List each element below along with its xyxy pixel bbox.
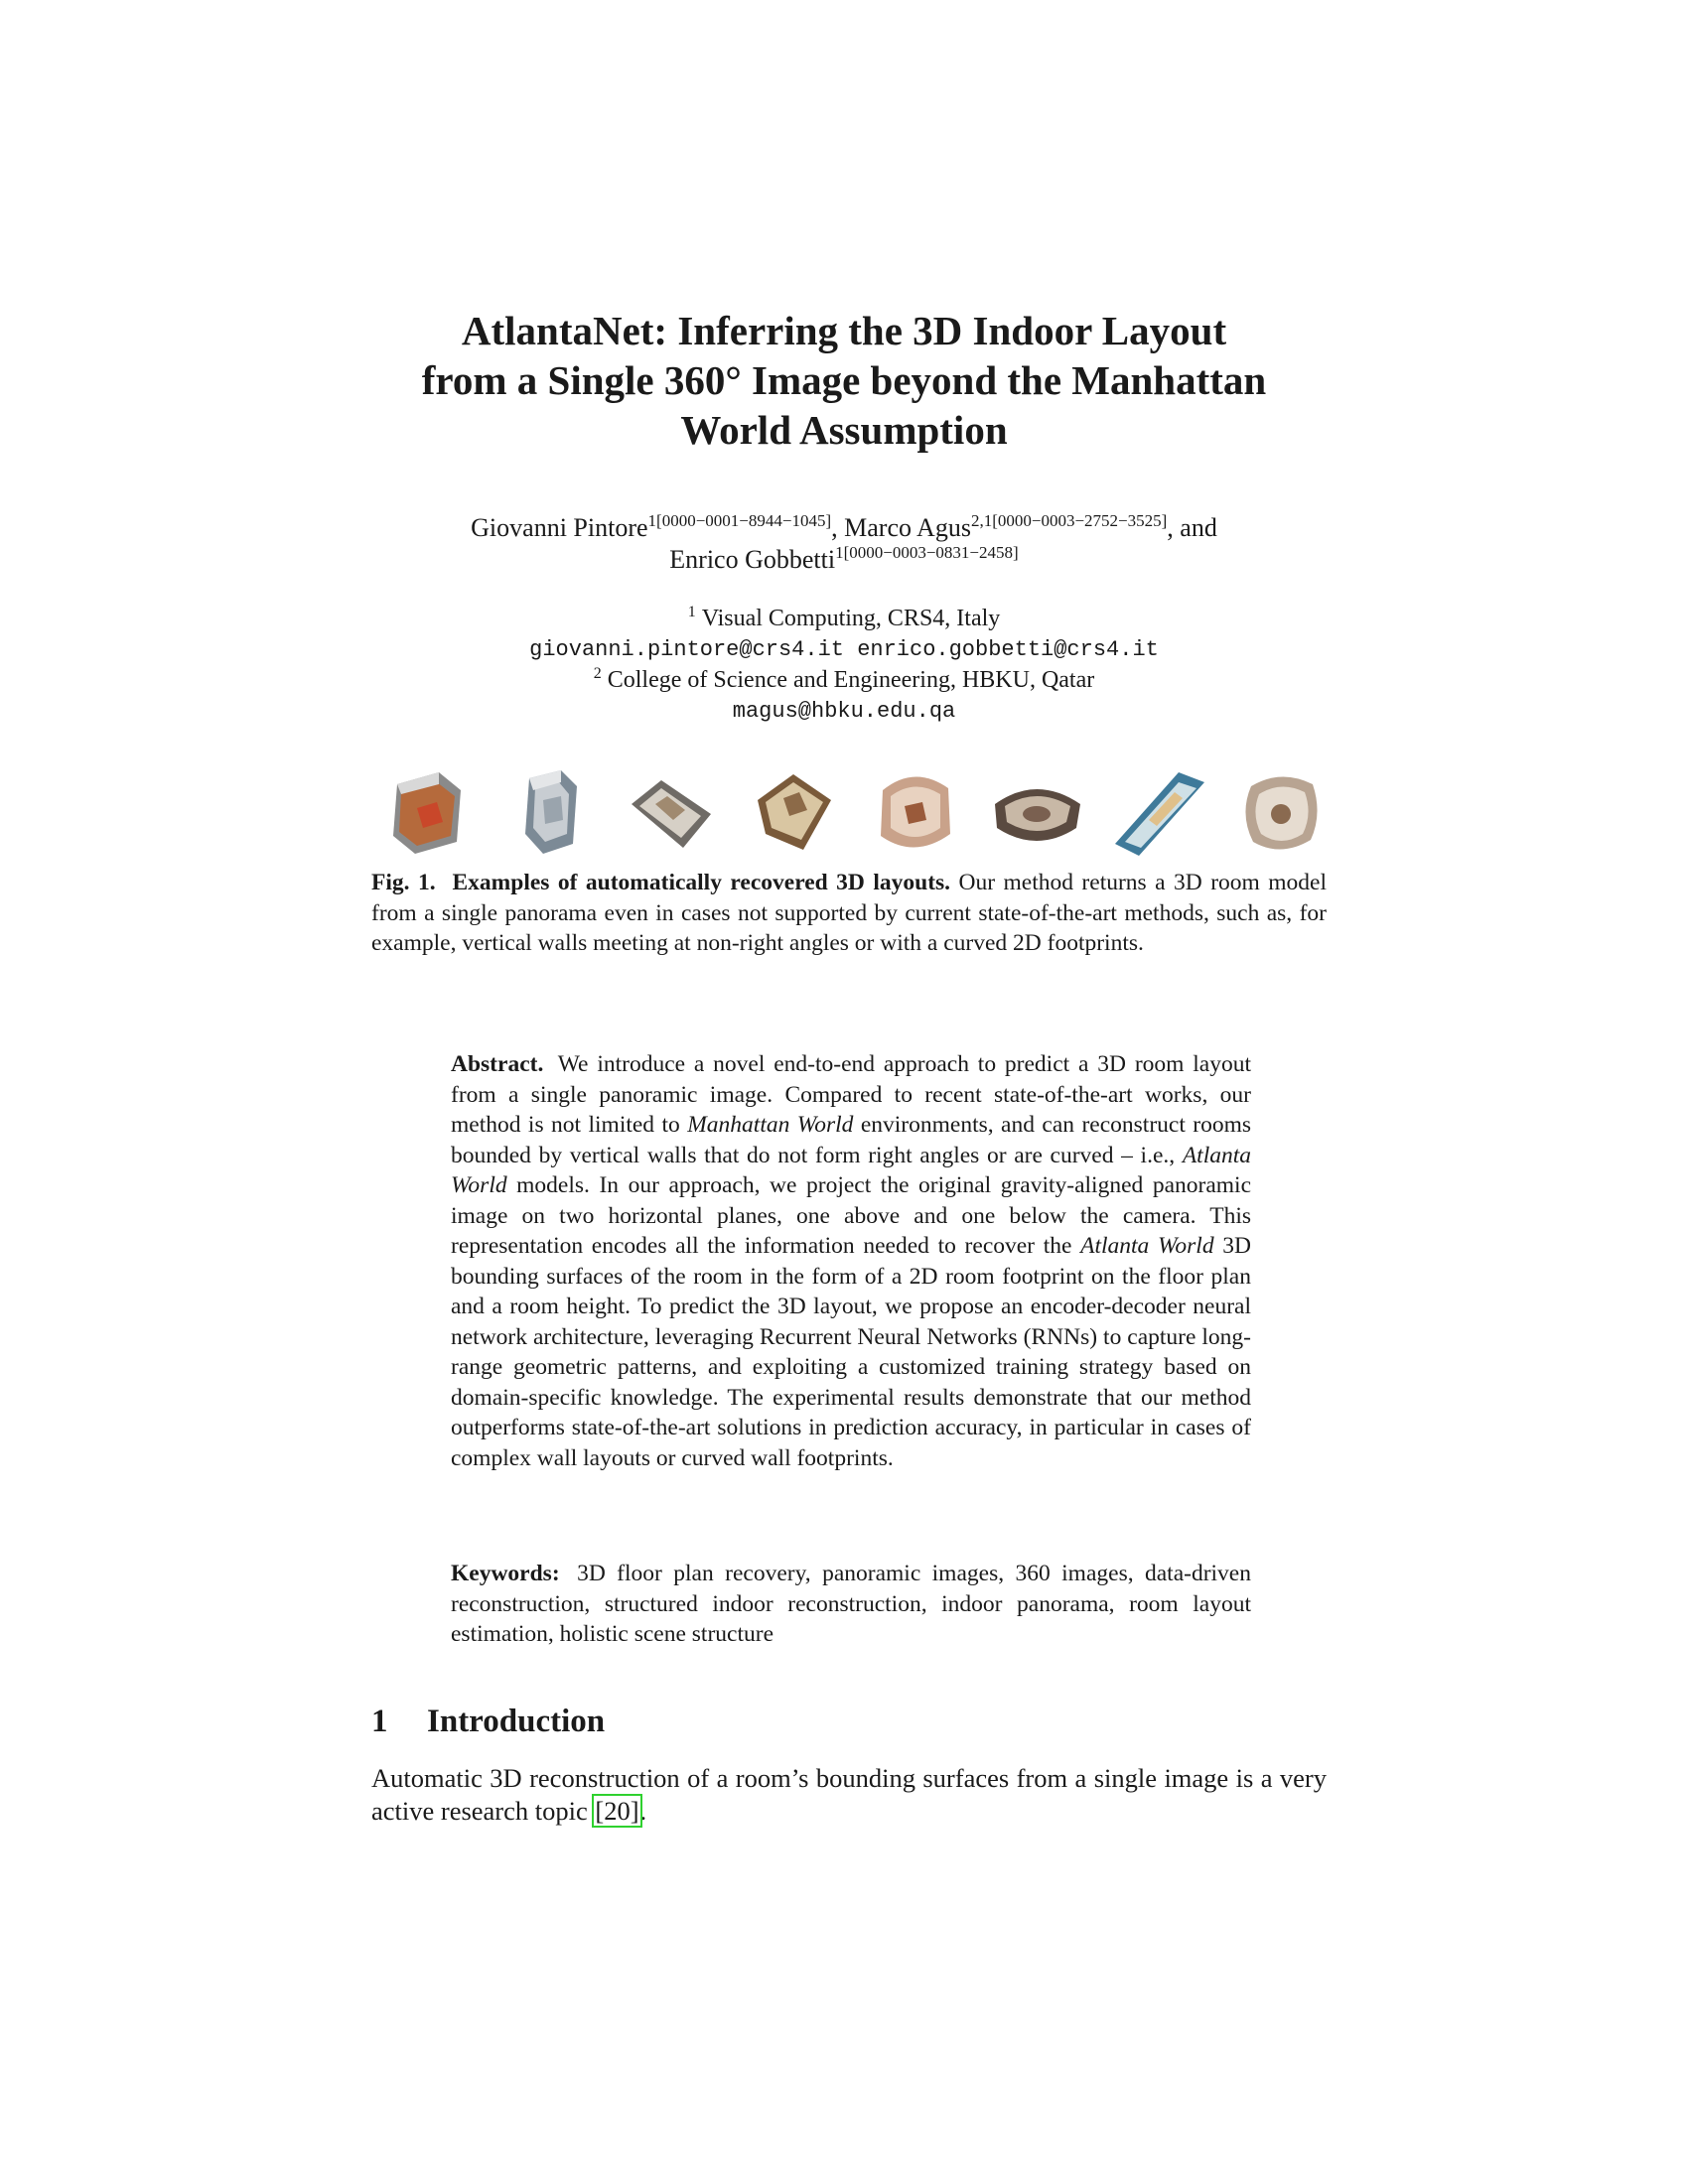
abstract — [451, 1049, 1251, 1473]
abstract-text: We introduce a novel end-to-end approach to predict a 3D room layout from a single panoramic image. Compared to recent state-of-the-art works, our method is not limited to — [451, 1051, 1251, 1138]
figure-text: Our method returns a 3D room model from a single panorama even in cases not supported by current state-of-the-art methods, such as, for example, vertical walls meeting at non-right angles or with a curved 2D footprints. — [371, 870, 1327, 956]
affiliation-name: College of Science and Engineering, HBKU, Qatar — [607, 667, 1095, 693]
room-render-5 — [865, 764, 964, 860]
author-orcid: 1[0000−0001−8944−1045] — [647, 511, 832, 530]
author-name: Marco Agus — [844, 513, 971, 542]
paper-title — [357, 306, 1331, 455]
affiliation — [357, 604, 1331, 634]
affiliation-emails[interactable]: magus@hbku.edu.qa — [732, 699, 956, 724]
section-heading — [371, 1702, 1327, 1741]
figure-1-caption — [371, 868, 1327, 959]
section-number: 1 — [371, 1704, 388, 1739]
room-render-3 — [622, 764, 721, 860]
affiliation-number: 2 — [593, 665, 602, 682]
affiliation-name: Visual Computing, CRS4, Italy — [701, 606, 1001, 631]
author-line — [357, 512, 1331, 544]
author-name: Enrico Gobbetti — [669, 545, 836, 574]
abstract-text: models. In our approach, we project the original gravity-aligned panoramic image on two horizontal planes, one above and one below the camera. This representation encodes all the information needed to recover the — [451, 1172, 1251, 1259]
affiliation-emails[interactable]: giovanni.pintore@crs4.it enrico.gobbetti@crs4.it — [529, 637, 1159, 662]
intro-text: Automatic 3D reconstruction of a room’s bounding surfaces from a single image is a very active research topic — [371, 1763, 1327, 1826]
figure-label: Fig. 1. — [371, 870, 436, 895]
author-name: Giovanni Pintore — [471, 513, 648, 542]
keywords-label: Keywords: — [451, 1561, 560, 1586]
affiliation — [357, 665, 1331, 696]
abstract-label: Abstract. — [451, 1051, 544, 1077]
room-render-8 — [1231, 764, 1331, 860]
figure-title: Examples of automatically recovered 3D layouts. — [452, 870, 951, 895]
title-line: AtlantaNet: Inferring the 3D Indoor Layout — [461, 308, 1227, 353]
room-render-2 — [499, 764, 599, 860]
author-list — [357, 512, 1331, 576]
room-render-6 — [987, 764, 1086, 860]
affiliation-number: 1 — [687, 604, 696, 620]
abstract-emphasis: Atlanta World — [1080, 1233, 1214, 1259]
abstract-text: environments, and can reconstruct rooms bounded by vertical walls that do not form right angles or are curved – i.e., — [451, 1112, 1252, 1168]
author-line — [357, 544, 1331, 576]
author-orcid: 1[0000−0003−0831−2458] — [835, 543, 1019, 562]
keywords — [451, 1559, 1251, 1650]
figure-1-room-renderings — [377, 764, 1331, 860]
intro-end: . — [639, 1796, 647, 1826]
abstract-text: 3D bounding surfaces of the room in the form of a 2D room footprint on the floor plan and a room height. To predict the 3D layout, we propose an encoder-decoder neural network architecture, leveraging Recurrent Neural Networks (RNNs) to capture long-range geometric patterns, and exploiting a customized training strategy based on domain-specific knowledge. The experimental results demonstrate that our method outperforms state-of-the-art solutions in prediction accuracy, in particular in cases of complex wall layouts or curved wall footprints. — [451, 1233, 1251, 1471]
author-separator: , and — [1167, 513, 1217, 542]
citation-link[interactable]: [20] — [595, 1796, 639, 1826]
abstract-emphasis: Manhattan World — [687, 1112, 854, 1138]
keywords-text: 3D floor plan recovery, panoramic images, 360 images, data-driven reconstruction, structured indoor reconstruction, indoor panorama, room layout estimation, holistic scene structure — [451, 1561, 1251, 1647]
affiliations — [357, 604, 1331, 727]
author-orcid: 2,1[0000−0003−2752−3525] — [970, 511, 1168, 530]
room-render-7 — [1109, 764, 1208, 860]
title-line: World Assumption — [680, 407, 1008, 453]
title-line: from a Single 360° Image beyond the Manhattan — [421, 357, 1267, 403]
intro-paragraph — [371, 1762, 1327, 1828]
room-render-1 — [377, 764, 477, 860]
author-separator: , — [831, 513, 845, 542]
section-title: Introduction — [427, 1704, 606, 1739]
abstract-emphasis: Atlanta World — [451, 1142, 1252, 1198]
room-render-4 — [744, 764, 843, 860]
